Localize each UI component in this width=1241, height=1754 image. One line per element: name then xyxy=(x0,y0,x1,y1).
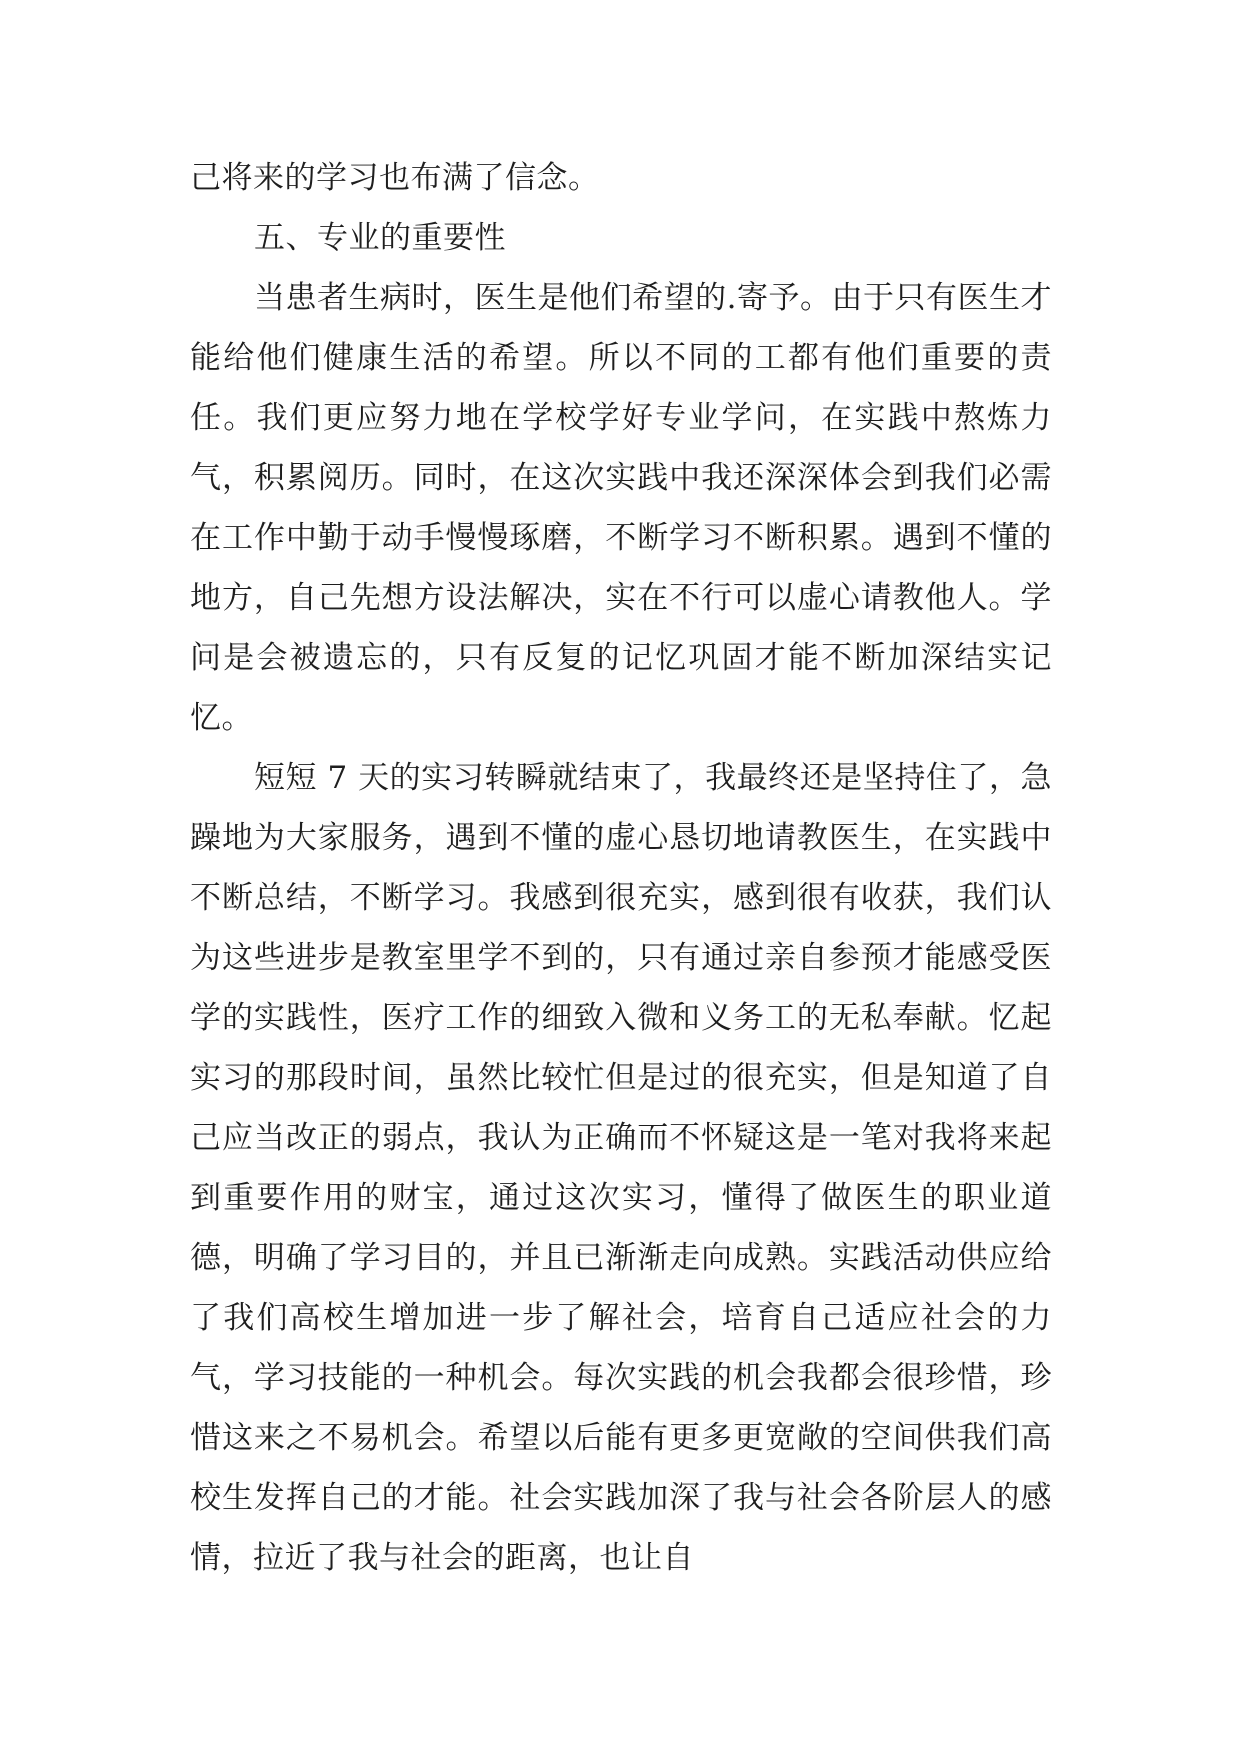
paragraph-continuation: 己将来的学习也布满了信念。 xyxy=(190,160,600,196)
document-page xyxy=(190,148,1052,1588)
paragraph-internship-summary: 短短 7 天的实习转瞬就结束了，我最终还是坚持住了，急躁地为大家服务，遇到不懂的虚心恳切地请教医生，在实践中不断总结，不断学习。我感到很充实，感到很有收获，我们认为这些进步是教室里学不到的，只有通过亲自参预才能感受医学的实践性，医疗工作的细致入微和义务工的无私奉献。忆起实习的那段时间，虽然比较忙但是过的很充实，但是知道了自己应当改正的弱点，我认为正确而不怀疑这是一笔对我将来起到重要作用的财宝，通过这次实习，懂得了做医生的职业道德，明确了学习目的，并且已渐渐走向成熟。实践活动供应给了我们高校生增加进一步了解社会，培育自己适应社会的力气，学习技能的一种机会。每次实践的机会我都会很珍惜，珍惜这来之不易机会。希望以后能有更多更宽敞的空间供我们高校生发挥自己的才能。社会实践加深了我与社会各阶层人的感情，拉近了我与社会的距离，也让自 xyxy=(190,760,1052,1576)
section-heading: 五、专业的重要性 xyxy=(254,220,506,256)
paragraph-profession-importance: 当患者生病时，医生是他们希望的.寄予。由于只有医生才能给他们健康生活的希望。所以不同的工都有他们重要的责任。我们更应努力地在学校学好专业学问，在实践中熬炼力气，积累阅历。同时，在这次实践中我还深深体会到我们必需在工作中勤于动手慢慢琢磨，不断学习不断积累。遇到不懂的地方，自己先想方设法解决，实在不行可以虚心请教他人。学问是会被遗忘的，只有反复的记忆巩固才能不断加深结实记忆。 xyxy=(190,280,1052,736)
